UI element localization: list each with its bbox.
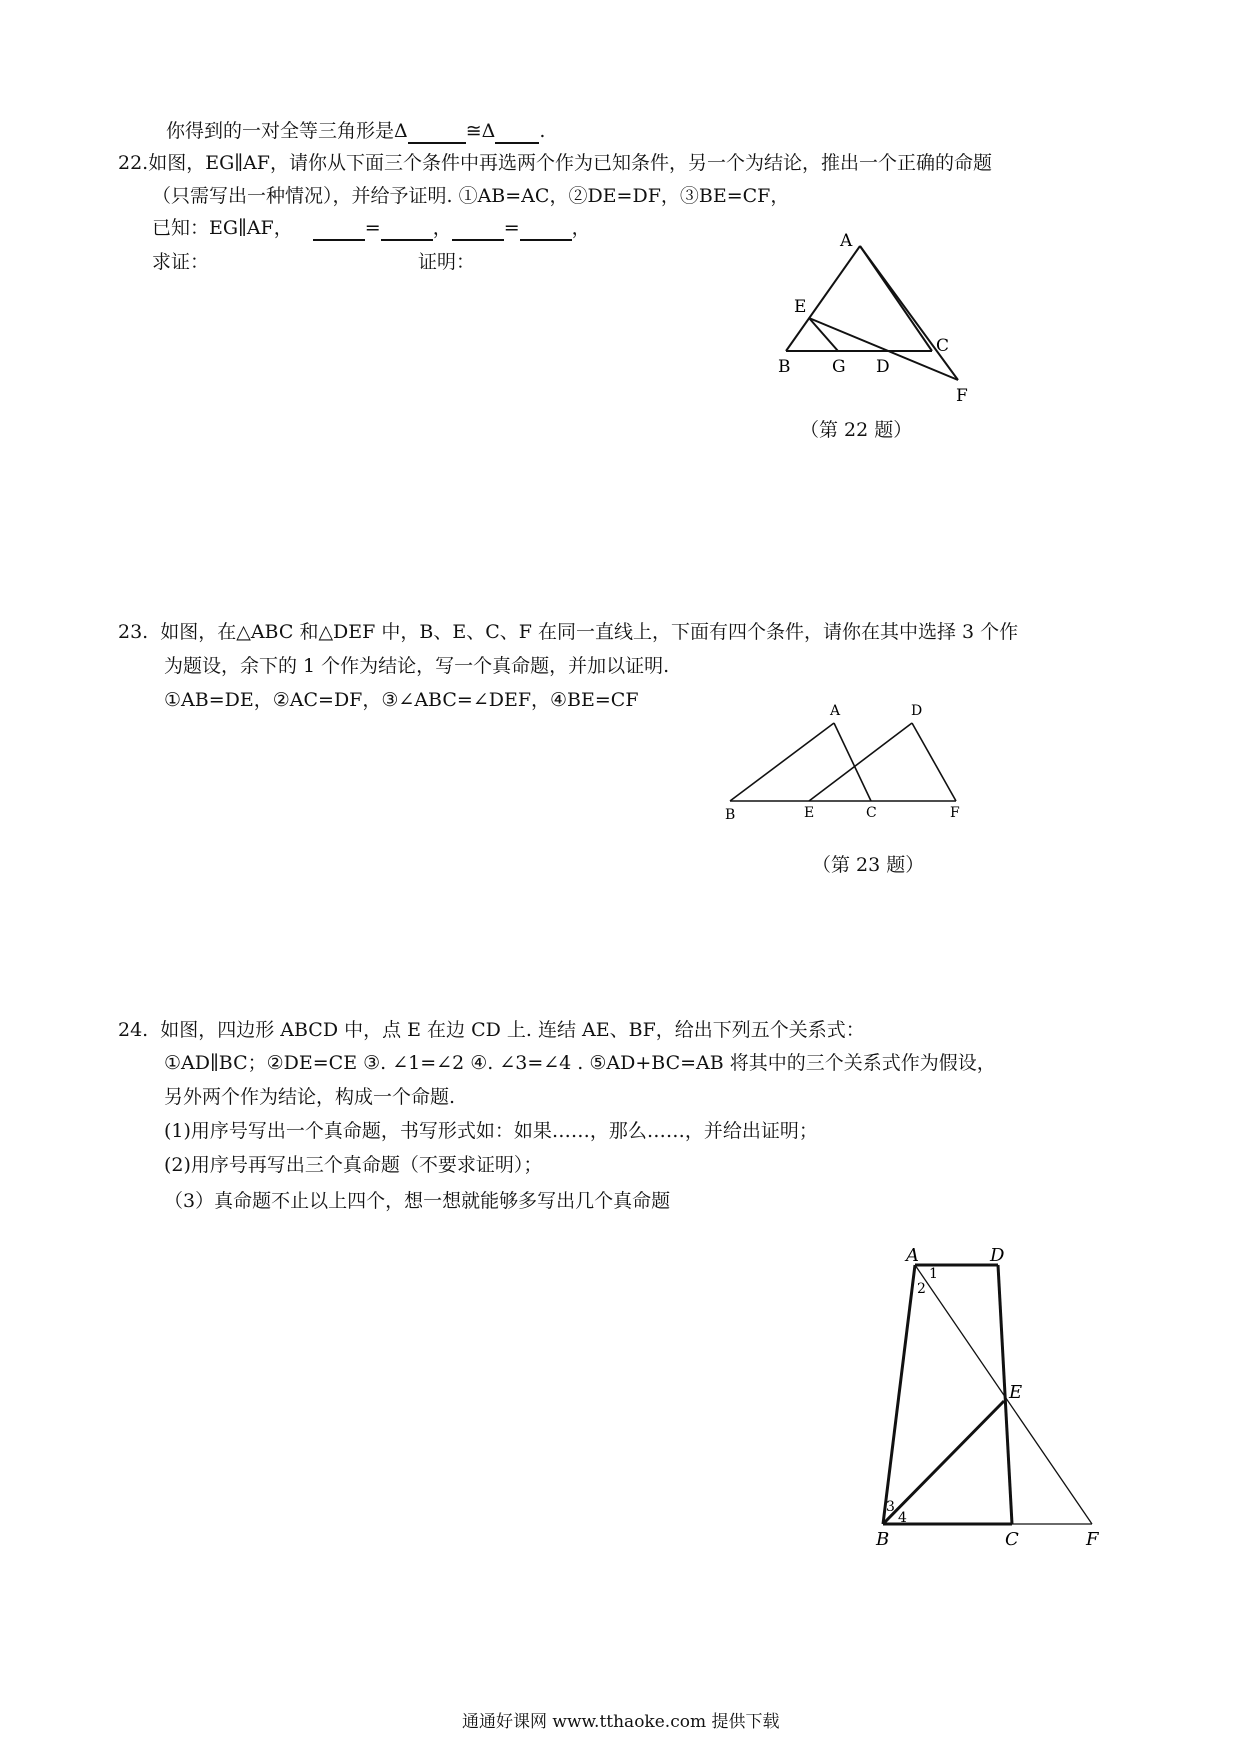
q21-text: 你得到的一对全等三角形是Δ	[166, 120, 408, 142]
q22-label-E: E	[794, 297, 807, 317]
q22-label-F: F	[956, 386, 968, 406]
q22-proof-label: 证明：	[418, 251, 476, 273]
q24-label-B: B	[876, 1529, 890, 1550]
q24-label-C: C	[1005, 1529, 1019, 1550]
q21-answer-line	[166, 116, 545, 144]
q22-label-B: B	[778, 357, 791, 377]
q24-label-D: D	[990, 1245, 1005, 1266]
q23-triangles-diagram	[720, 700, 970, 825]
q22-given-label: 已知：EG∥AF，	[152, 217, 293, 239]
q23-line2: 为题设，余下的 1 个作为结论，写一个真命题，并加以证明.	[164, 655, 670, 677]
q21-blank-1[interactable]	[408, 120, 466, 144]
q24-quadrilateral-diagram	[850, 1245, 1110, 1555]
q22-given	[152, 213, 591, 241]
q22-line2: （只需写出一种情况），并给予证明. ①AB=AC，②DE=DF，③BE=CF，	[152, 185, 790, 207]
q24-line1	[118, 1015, 865, 1042]
q23-label-B: B	[725, 807, 736, 823]
q22-label-D: D	[876, 357, 890, 377]
q23-line3: ①AB=DE，②AC=DF，③∠ABC=∠DEF，④BE=CF	[164, 689, 639, 711]
q22-comma-2: ，	[571, 217, 591, 239]
q22-blank-3[interactable]	[452, 217, 504, 241]
q24-angle-4: 4	[898, 1510, 907, 1526]
q23-text-1: 如图，在△ABC 和△DEF 中，B、E、C、F 在同一直线上，下面有四个条件，请你在其中选择 3 个作	[160, 621, 1019, 643]
q23-line1	[118, 617, 1018, 644]
q24-label-F: F	[1086, 1529, 1099, 1550]
q24-number: 24.	[118, 1019, 149, 1041]
q24-angle-2: 2	[917, 1281, 926, 1297]
q23-label-E: E	[804, 805, 815, 821]
q24-label-E: E	[1009, 1382, 1023, 1403]
q22-figure	[770, 230, 980, 410]
q22-line1	[118, 148, 992, 175]
q22-blank-2[interactable]	[381, 217, 433, 241]
q22-label-C: C	[936, 336, 950, 356]
q24-sub1: (1)用序号写出一个真命题，书写形式如：如果……，那么……，并给出证明；	[164, 1120, 818, 1142]
q21-congruent: ≅Δ	[465, 120, 496, 142]
q24-label-A: A	[906, 1245, 919, 1266]
q22-blank-4[interactable]	[520, 217, 572, 241]
q24-sub2: (2)用序号再写出三个真命题（不要求证明）；	[164, 1154, 543, 1176]
q22-number: 22.	[118, 152, 149, 174]
page-footer: 通通好课网 www.tthaoke.com 提供下载	[462, 1712, 780, 1732]
q22-triangle-diagram	[770, 230, 980, 410]
q23-figure	[720, 700, 970, 825]
q22-caption: （第 22 题）	[800, 419, 913, 441]
q23-label-D: D	[911, 703, 923, 719]
q22-prove-label: 求证：	[152, 251, 210, 273]
q22-eq-2: =	[503, 217, 520, 239]
q24-angle-1: 1	[929, 1266, 938, 1282]
q21-end: .	[539, 120, 546, 142]
q22-eq-1: =	[364, 217, 381, 239]
q24-line2: ①AD∥BC；②DE=CE ③. ∠1=∠2 ④. ∠3=∠4 . ⑤AD+BC=AB 将其中的三个关系式作为假设，	[164, 1052, 996, 1074]
q22-blank-1[interactable]	[313, 217, 365, 241]
q23-number: 23.	[118, 621, 149, 643]
q23-label-A: A	[830, 703, 841, 719]
q22-label-G: G	[832, 357, 846, 377]
q24-sub3: （3）真命题不止以上四个，想一想就能够多写出几个真命题	[164, 1190, 671, 1212]
q24-angle-3: 3	[886, 1499, 895, 1515]
q22-comma-1: ，	[432, 217, 452, 239]
q22-text-1: 如图，EG∥AF，请你从下面三个条件中再选两个作为已知条件，另一个为结论，推出一个正确的命题	[148, 152, 992, 174]
q23-caption: （第 23 题）	[812, 854, 925, 876]
q24-figure	[850, 1245, 1110, 1555]
q24-text-1: 如图，四边形 ABCD 中，点 E 在边 CD 上. 连结 AE、BF，给出下列五个关系式：	[160, 1019, 865, 1041]
q22-label-A: A	[840, 231, 853, 251]
q23-label-F: F	[950, 805, 960, 821]
q24-line3: 另外两个作为结论，构成一个命题.	[164, 1086, 456, 1108]
q23-label-C: C	[866, 805, 877, 821]
q21-blank-2[interactable]	[495, 120, 539, 144]
